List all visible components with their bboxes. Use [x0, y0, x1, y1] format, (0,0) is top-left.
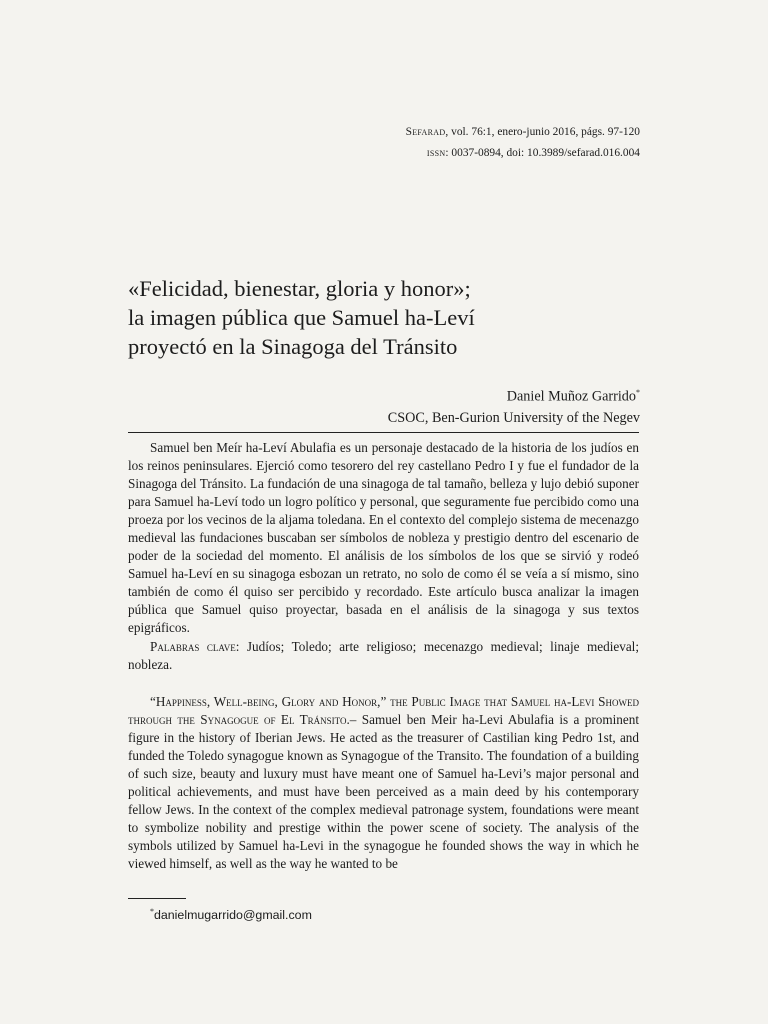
journal-name: Sefarad	[405, 126, 446, 138]
issn-label: issn	[426, 147, 446, 159]
keywords-label: Palabras clave	[150, 639, 236, 654]
keywords-text: : Judíos; Toledo; arte religioso; mecenazgo medieval; linaje medieval; nobleza.	[128, 639, 640, 672]
issn-line	[406, 143, 640, 164]
english-abstract-text: .– Samuel ben Meir ha-Levi Abulafia is a prominent figure in the history of Iberian Jews. He acted as the treasurer of Castilian king Pedro 1st, and funded the Toledo synagogue known as Synagogue of the Transito. The foundation of a building of such size, beauty and luxury must have meant one of Samuel ha-Levi’s major personal and political achievements, and must have been perceived as a main deed by his contemporary fellow Jews. In the context of the complex medieval patronage system, foundations were meant to symbolize nobility and prestige within the power scene of society. The analysis of the symbols utilized by Samuel ha-Levi in the synagogue he founded shows the way in which he viewed himself, as well as the way he wanted to be	[128, 712, 639, 871]
abstract-divider	[128, 432, 639, 433]
title-line-2: la imagen pública que Samuel ha-Leví	[128, 305, 475, 330]
title-line-3: proyectó en la Sinagoga del Tránsito	[128, 334, 458, 359]
abstract-spanish: Samuel ben Meír ha-Leví Abulafia es un personaje destacado de la historia de los judíos en los reinos peninsulares. Ejerció como tesorero del rey castellano Pedro I y fue el fundador de la Sinagoga del Tránsito. La fundación de una sinagoga de tal tamaño, belleza y lujo debió suponer para Samuel ha-Leví todo un logro político y personal, que seguramente fue percibido como una proeza por los vecinos de la aljama toledana. En el contexto del complejo sistema de mecenazgo medieval las fundaciones buscaban ser símbolos de nobleza y prestigio dentro del escenario de poder de la sociedad del momento. El análisis de los símbolos de los que se sirvió y rodeó Samuel ha-Leví en su sinagoga esbozan un retrato, no solo de como él se veía a sí mismo, sino también de como él quiso ser percibido y recordado. Este artículo busca analizar la imagen pública que Samuel quiso proyectar, basada en el análisis de la sinagoga y sus textos epigráficos.	[128, 440, 639, 635]
title-line-1: «Felicidad, bienestar, gloria y honor»;	[128, 276, 471, 301]
keywords	[128, 638, 639, 674]
author-name-text: Daniel Muñoz Garrido	[506, 388, 636, 405]
author-footnote-mark: *	[636, 388, 640, 397]
footnote-mark: *	[150, 907, 154, 916]
footnote	[150, 904, 312, 923]
author-affiliation: CSOC, Ben-Gurion University of the Negev	[387, 409, 640, 426]
english-title: “Happiness, Well-being, Glory and Honor,” the Public Image that Samuel ha-Levi Showed through the Synagogue of El Tránsito	[128, 694, 639, 727]
author-name	[388, 382, 640, 408]
abstract-english	[128, 693, 639, 873]
author-block	[388, 382, 640, 429]
issn-doi: : 0037-0894, doi: 10.3989/sefarad.016.004	[445, 147, 640, 159]
footnote-email: danielmugarrido@gmail.com	[154, 908, 312, 923]
citation-line	[406, 122, 640, 143]
article-title	[128, 274, 638, 361]
footnote-divider	[128, 898, 186, 899]
citation-details: , vol. 76:1, enero-junio 2016, págs. 97-120	[445, 126, 640, 138]
journal-citation	[406, 122, 640, 164]
